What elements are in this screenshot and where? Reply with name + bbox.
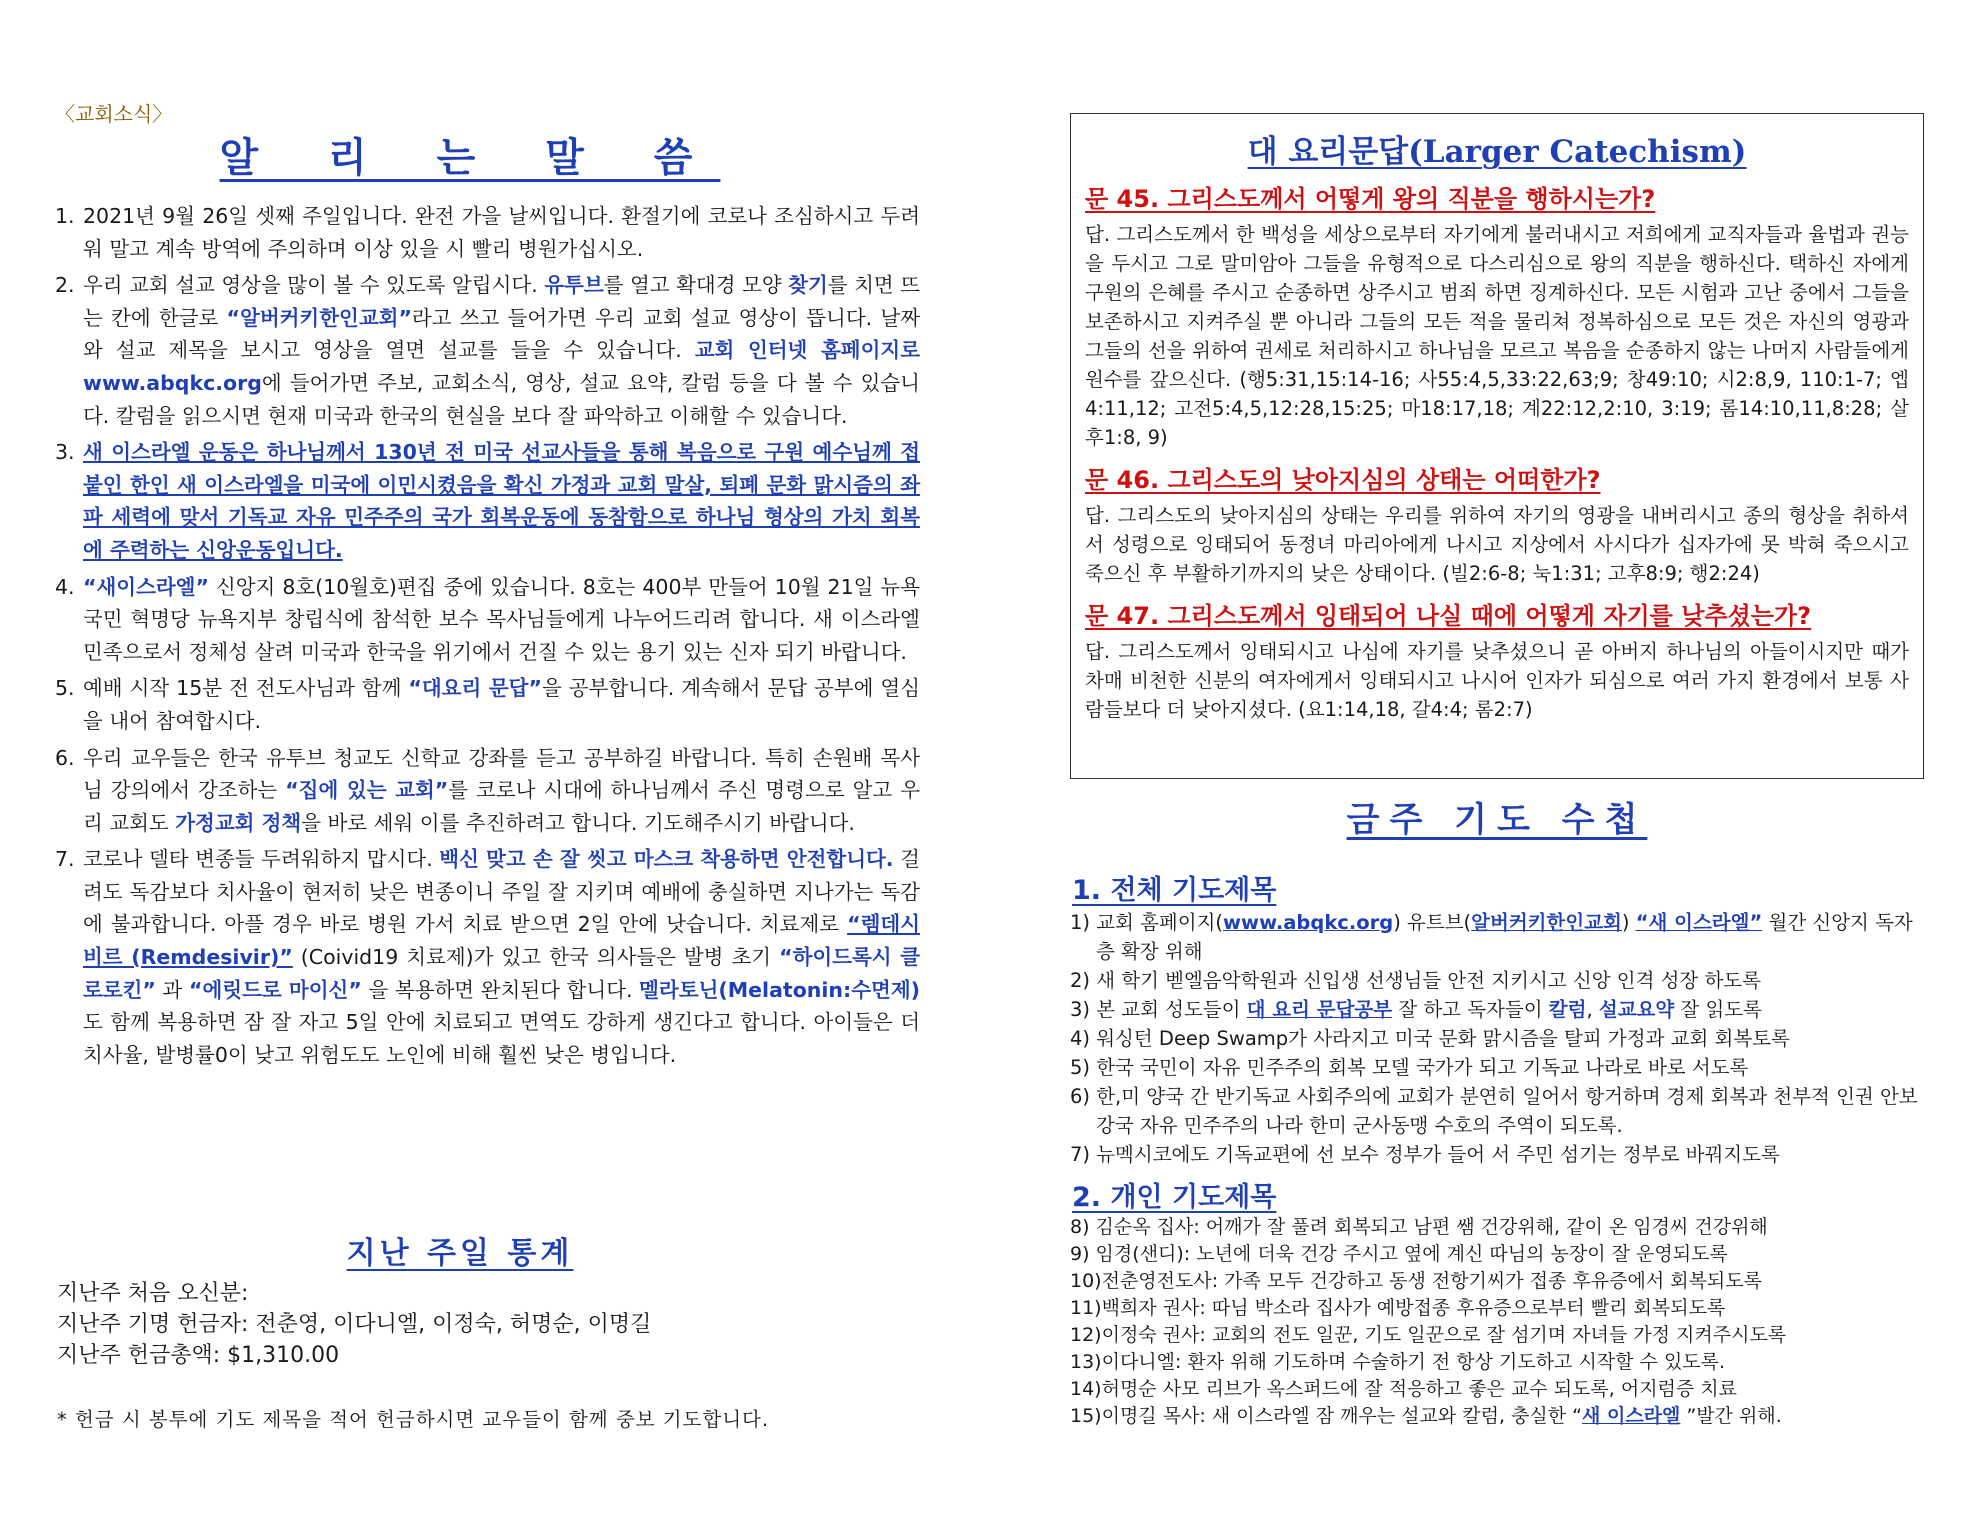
personal-prayer-item — [1070, 1241, 1930, 1268]
notice-item — [55, 436, 920, 566]
general-prayer-list — [1070, 908, 1930, 1169]
text-segment: 14)허명순 사모 리브가 옥스퍼드에 잘 적응하고 좋은 교수 되도록, 어지럼증 치료 — [1070, 1378, 1737, 1400]
text-segment: 가정교회 정책 — [175, 810, 302, 835]
notice-number: 7. — [55, 847, 75, 872]
notice-number: 3. — [55, 440, 75, 465]
personal-prayer-item — [1070, 1214, 1930, 1241]
text-segment: 11)백희자 권사: 따님 박소라 집사가 예방접종 후유증으로부터 빨리 회복되도록 — [1070, 1297, 1726, 1319]
notice-list — [55, 200, 920, 1075]
text-segment: 라고 쓰고 들어가면 우리 교회 설교 영상이 뜹니다. 날짜와 설교 제목을 보시고 영상을 열면 설교를 들을 수 있습니다. — [83, 305, 921, 363]
text-segment: 멜라토닌(Melatonin:수면제) — [639, 977, 920, 1002]
text-segment: 를 열고 확대경 모양 — [603, 273, 789, 298]
text-segment: 도 함께 복용하면 잠 잘 자고 5일 안에 치료되고 면역도 강하게 생긴다고 합니다. 아이들은 더 치사율, 발병률0이 낮고 위험도도 노인에 비해 훨씬 낮은 병입니다. — [83, 1010, 920, 1067]
text-segment: “새이스라엘” — [83, 574, 209, 599]
text-segment: “집에 있는 교회” — [285, 778, 449, 803]
text-segment: ”발간 위해. — [1680, 1405, 1782, 1427]
general-prayer-item — [1070, 1053, 1930, 1082]
text-segment: 를 치면 뜨는 칸에 한글로 — [83, 273, 921, 330]
notice-number: 2. — [55, 273, 75, 298]
catechism-question-46: 문 46. 그리스도의 낮아지심의 상태는 어떠한가? — [1085, 466, 1601, 494]
text-segment: www.abqkc.org — [1223, 911, 1394, 934]
personal-prayer-item — [1070, 1403, 1930, 1430]
text-segment: ) — [1621, 911, 1636, 934]
offering-footnote: * 헌금 시 봉투에 기도 제목을 적어 헌금하시면 교우들이 함께 중보 기도합니다. — [57, 1408, 770, 1431]
text-segment: 잘 하고 독자들이 — [1392, 998, 1549, 1021]
stats-offering-total: 지난주 헌금총액: $1,310.00 — [57, 1343, 340, 1368]
text-segment: 13)이다니엘: 환자 위해 기도하며 수술하기 전 항상 기도하고 시작할 수 있도록. — [1070, 1351, 1726, 1373]
stats-list — [57, 1278, 651, 1371]
text-segment: 5) 한국 국민이 자유 민주주의 회복 모델 국가가 되고 기독교 나라로 바로 서도록 — [1070, 1056, 1749, 1079]
text-segment: 새 이스라엘 — [1582, 1405, 1681, 1427]
text-segment: 과 — [155, 977, 189, 1002]
text-segment: 을 공부합니다. 계속해서 문답 공부에 열심을 내어 참여합시다. — [83, 676, 920, 733]
text-segment: “알버커키한인교회” — [226, 305, 412, 330]
personal-prayer-heading: 2. 개인 기도제목 — [1072, 1182, 1277, 1213]
page-title: 알 리 는 말 씀 — [219, 135, 721, 181]
general-prayer-item — [1070, 1024, 1930, 1053]
text-segment: 걸려도 독감보다 치사율이 현저히 낮은 변종이니 주일 잘 지키며 예배에 충실하면 지나가는 독감에 불과합니다. 아플 경우 바로 병원 가서 치료 받으면 2일 안에 낫습니다. 치료제로 — [83, 847, 920, 937]
notice-number: 4. — [55, 574, 75, 599]
general-prayer-item — [1070, 995, 1930, 1024]
notice-item — [55, 200, 920, 265]
general-prayer-heading: 1. 전체 기도제목 — [1072, 875, 1277, 906]
text-segment: 3) 본 교회 성도들이 — [1070, 998, 1247, 1021]
section-tag: 〈교회소식〉 — [55, 102, 173, 126]
text-segment: 을 복용하면 완치된다 합니다. — [361, 977, 640, 1002]
catechism-answer-47: 답. 그리스도께서 잉태되시고 나심에 자기를 낮추셨으니 곧 아버지 하나님의 아들이시지만 때가 차매 비천한 신분의 여자에게서 잉태되시고 나시어 인자가 되심으로 여러 가지 환경에서 보통 사람들보다 더 낮아지셨다. (요1:14,18, 갈4:4; 롬2:7) — [1085, 640, 1909, 721]
general-prayer-item — [1070, 1140, 1930, 1169]
text-segment: 15)이명길 목사: 새 이스라엘 잠 깨우는 설교와 칼럼, 충실한 “ — [1070, 1405, 1583, 1427]
text-segment: 8) 김순옥 집사: 어깨가 잘 풀려 회복되고 남편 쌤 건강위해, 같이 온 임경씨 건강위해 — [1070, 1216, 1768, 1238]
text-segment: 대 요리 문답공부 — [1246, 998, 1393, 1021]
text-segment: 를 코로나 시대에 하나님께서 주신 명령으로 알고 우리 교회도 — [83, 778, 920, 835]
personal-prayer-item — [1070, 1268, 1930, 1295]
stats-named-donors: 지난주 기명 헌금자: 전춘영, 이다니엘, 이정숙, 허명순, 이명길 — [57, 1312, 652, 1337]
text-segment: 10)전춘영전도사: 가족 모두 건강하고 동생 전항기씨가 접종 후유증에서 회복되도록 — [1070, 1270, 1762, 1292]
text-segment: 6) 한,미 양국 간 반기독교 사회주의에 교회가 분연히 일어서 항거하며 경제 회복과 천부적 인권 안보강국 자유 민주주의 나라 한미 군사동맹 수호의 주역이 되도록. — [1070, 1085, 1918, 1137]
personal-prayer-item — [1070, 1295, 1930, 1322]
text-segment: 월간 신앙지 독자층 확장 위해 — [1096, 911, 1913, 963]
text-segment: “대요리 문답” — [408, 676, 542, 701]
notice-item — [55, 672, 920, 737]
personal-prayer-item — [1070, 1349, 1930, 1376]
text-segment: (Coivid19 치료제)가 있고 한국 의사들은 발병 초기 — [292, 945, 780, 970]
text-segment: 12)이정숙 권사: 교회의 전도 일꾼, 기도 일꾼으로 잘 섬기며 자녀들 가정 지켜주시도록 — [1070, 1324, 1787, 1346]
text-segment: 교회 인터넷 홈페이지로 www.abqkc.org — [83, 338, 920, 395]
text-segment: “에릿드로 마이신” — [188, 977, 362, 1002]
text-segment: 예배 시작 15분 전 전도사님과 함께 — [83, 676, 409, 701]
text-segment: 1) 교회 홈페이지( — [1070, 911, 1224, 934]
text-segment: 4) 워싱턴 Deep Swamp가 사라지고 미국 문화 맑시즘을 탈피 가정과 교회 회복토록 — [1070, 1027, 1790, 1050]
text-segment: 2021년 9월 26일 셋째 주일입니다. 완전 가을 날씨입니다. 환절기에 코로나 조심하시고 두려워 말고 계속 방역에 주의하며 이상 있을 시 빨리 병원가십시오. — [83, 204, 920, 261]
text-segment: “렘데시비르 (Remdesivir)” — [83, 912, 920, 970]
notice-item — [55, 843, 920, 1071]
text-segment: 우리 교우들은 한국 유투브 청교도 신학교 강좌를 듣고 공부하길 바랍니다. 특히 손원배 목사님 강의에서 강조하는 — [83, 745, 920, 803]
personal-prayer-list — [1070, 1214, 1930, 1430]
text-segment: 잘 읽도록 — [1674, 998, 1762, 1021]
text-segment: 신앙지 8호(10월호)편집 중에 있습니다. 8호는 400부 만들어 10월 21일 뉴욕 국민 혁명당 뉴욕지부 창립식에 참석한 보수 목사님들에게 나누어드리려 합니다. 새 이스라엘 민족으로서 정체성 살려 미국과 한국을 위기에서 건질 수 있는 용기 있는 신자 되기 바랍니다. — [83, 574, 920, 664]
prayer-title: 금주 기도 수첩 — [1346, 800, 1648, 840]
stats-title: 지난 주일 통계 — [346, 1236, 574, 1271]
text-segment: 2) 새 학기 벧엘음악학원과 신입생 선생님들 안전 지키시고 신앙 인격 성장 하도록 — [1070, 969, 1761, 992]
notice-item — [55, 269, 920, 432]
notice-number: 6. — [55, 745, 75, 770]
general-prayer-item — [1070, 908, 1930, 966]
text-segment: ) 유트브( — [1393, 911, 1472, 934]
catechism-title: 대 요리문답(Larger Catechism) — [1247, 134, 1747, 170]
text-segment: 찾기 — [788, 273, 828, 298]
text-segment: “새 이스라엘” — [1635, 911, 1763, 934]
catechism-question-47: 문 47. 그리스도께서 잉태되어 나실 때에 어떻게 자기를 낮추셨는가? — [1085, 602, 1812, 630]
text-segment: 백신 맞고 손 잘 씻고 마스크 착용하면 안전합니다. — [439, 847, 894, 872]
catechism-answer-46: 답. 그리스도의 낮아지심의 상태는 우리를 위하여 자기의 영광을 내버리시고 종의 형상을 취하셔서 성령으로 잉태되어 동정녀 마리아에게 나시고 지상에서 사시다가 십자가에 못 박혀 죽으시고 죽으신 후 부활하기까지의 낮은 상태이다. (빌2:6-8; 눅1:31; 고후8:9; 행2:24) — [1085, 504, 1909, 585]
text-segment: 칼럼 — [1548, 998, 1587, 1021]
notice-item — [55, 571, 920, 669]
text-segment: 새 이스라엘 운동은 하나님께서 130년 전 미국 선교사들을 통해 복음으로 구원 예수님께 접붙인 한인 새 이스라엘을 미국에 이민시켰음을 확신 가정과 교회 말살, 퇴폐 문화 맑시즘의 좌파 세력에 맞서 기독교 자유 민주주의 국가 회복운동에 동참함으로 하나님 형상의 가치 회복에 주력하는 신앙운동입니다. — [83, 440, 920, 562]
notice-number: 1. — [55, 204, 75, 228]
stats-first-visitors: 지난주 처음 오신분: — [57, 1281, 249, 1306]
text-segment: , — [1586, 998, 1599, 1021]
catechism-box — [1070, 113, 1924, 779]
notice-number: 5. — [55, 676, 75, 701]
text-segment: 설교요약 — [1598, 998, 1675, 1021]
personal-prayer-item — [1070, 1376, 1930, 1403]
text-segment: 알버커키한인교회 — [1471, 911, 1622, 934]
general-prayer-item — [1070, 966, 1930, 995]
text-segment: 9) 임경(샌디): 노년에 더욱 건강 주시고 옆에 계신 따님의 농장이 잘 운영되도록 — [1070, 1243, 1728, 1265]
notice-item — [55, 742, 920, 840]
text-segment: 에 들어가면 주보, 교회소식, 영상, 설교 요약, 칼럼 등을 다 볼 수 있습니다. 칼럼을 읽으시면 현재 미국과 한국의 현실을 보다 잘 파악하고 이해할 수 있습니다. — [83, 370, 920, 428]
text-segment: 유투브 — [544, 273, 604, 298]
text-segment: 을 바로 세워 이를 추진하려고 합니다. 기도해주시기 바랍니다. — [301, 810, 855, 835]
text-segment: 코로나 델타 변종들 두려워하지 맙시다. — [83, 847, 440, 872]
catechism-answer-45: 답. 그리스도께서 한 백성을 세상으로부터 자기에게 불러내시고 저희에게 교직자들과 율법과 권능을 두시고 그로 말미암아 그들을 유형적으로 다스리심으로 왕의 직분을 행하신다. 택하신 자에게 구원의 은혜를 주시고 순종하면 상주시고 범죄 하면 징계하신다. 모든 시험과 고난 중에서 그들을 보존하시고 지켜주실 뿐 아니라 그들의 모든 적을 물리쳐 정복하심으로 모든 것은 자신의 영광과 그들의 선을 위하여 권세로 처리하시고 하나님을 모르고 복음을 순종하지 않는 나머지 사람들에게 원수를 갚으신다. (행5:31,15:14-16; 사55:4,5,33:22,63;9; 창49:10; 시2:8,9, 110:1-7; 엡4:11,12; 고전5:4,5,12:28,15:25; 마18:17,18; 계22:12,2:10, 3:19; 롬14:10,11,8:28; 살후1:8, 9) — [1085, 223, 1909, 449]
catechism-question-45: 문 45. 그리스도께서 어떻게 왕의 직분을 행하시는가? — [1085, 185, 1656, 213]
general-prayer-item — [1070, 1082, 1930, 1140]
personal-prayer-item — [1070, 1322, 1930, 1349]
text-segment: 우리 교회 설교 영상을 많이 볼 수 있도록 알립시다. — [83, 273, 545, 298]
text-segment: 7) 뉴멕시코에도 기독교편에 선 보수 정부가 들어 서 주민 섬기는 정부로 바꿔지도록 — [1070, 1143, 1780, 1166]
text-segment: “하이드록시 클로로킨” — [83, 945, 921, 1002]
